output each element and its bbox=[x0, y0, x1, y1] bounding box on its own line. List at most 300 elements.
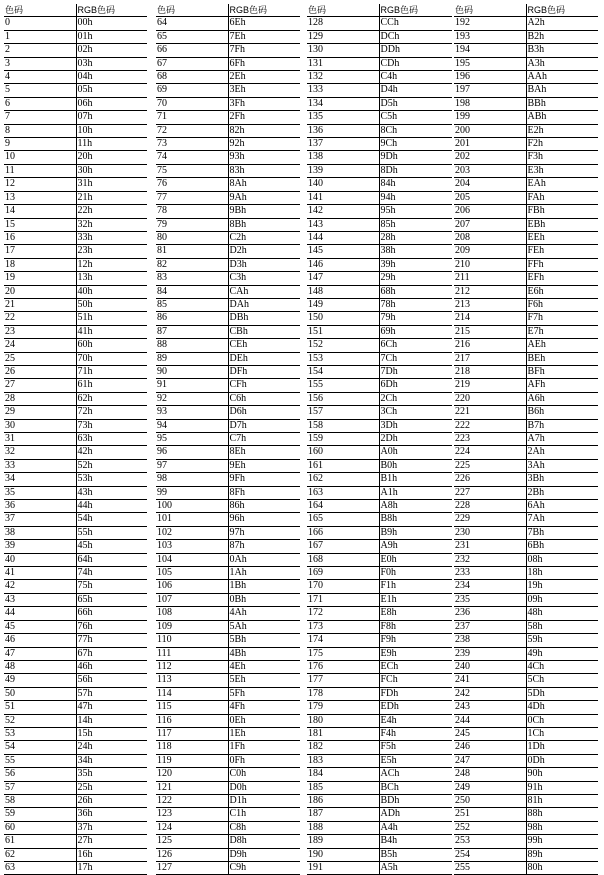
index-header: 色码 bbox=[4, 4, 76, 17]
color-index-cell: 209 bbox=[454, 245, 526, 258]
rgb-code-cell: 1Ah bbox=[228, 567, 300, 580]
color-index-cell: 29 bbox=[4, 406, 76, 419]
rgb-code-cell: 2Ch bbox=[379, 392, 452, 405]
rgb-code-cell: ACh bbox=[379, 768, 452, 781]
rgb-code-cell: 12h bbox=[76, 258, 147, 271]
rgb-code-cell: 02h bbox=[76, 44, 147, 57]
color-index-cell: 122 bbox=[156, 794, 228, 807]
table-row bbox=[4, 808, 147, 821]
table-row bbox=[454, 178, 598, 191]
table-row bbox=[156, 526, 300, 539]
color-index-cell: 157 bbox=[307, 406, 379, 419]
rgb-code-cell: 61h bbox=[76, 379, 147, 392]
rgb-code-cell: 50h bbox=[76, 298, 147, 311]
rgb-code-cell: B9h bbox=[379, 526, 452, 539]
rgb-code-cell: A9h bbox=[379, 540, 452, 553]
color-index-cell: 130 bbox=[307, 44, 379, 57]
color-index-cell: 251 bbox=[454, 808, 526, 821]
rgb-code-cell: 66h bbox=[76, 607, 147, 620]
rgb-code-cell: 44h bbox=[76, 500, 147, 513]
color-index-cell: 71 bbox=[156, 111, 228, 124]
rgb-code-cell: 47h bbox=[76, 701, 147, 714]
rgb-code-cell: 64h bbox=[76, 553, 147, 566]
color-index-cell: 103 bbox=[156, 540, 228, 553]
color-index-cell: 13 bbox=[4, 191, 76, 204]
rgb-code-cell: 68h bbox=[379, 285, 452, 298]
color-index-cell: 86 bbox=[156, 312, 228, 325]
table-row bbox=[454, 593, 598, 606]
color-index-cell: 9 bbox=[4, 138, 76, 151]
color-index-cell: 17 bbox=[4, 245, 76, 258]
rgb-code-cell: E4h bbox=[379, 714, 452, 727]
color-index-cell: 104 bbox=[156, 553, 228, 566]
rgb-code-cell: 04h bbox=[76, 71, 147, 84]
color-index-cell: 46 bbox=[4, 634, 76, 647]
color-index-cell: 170 bbox=[307, 580, 379, 593]
table-row bbox=[454, 701, 598, 714]
table-row bbox=[454, 848, 598, 861]
rgb-code-cell: 54h bbox=[76, 513, 147, 526]
color-index-cell: 92 bbox=[156, 392, 228, 405]
color-index-cell: 57 bbox=[4, 781, 76, 794]
table-row bbox=[307, 808, 452, 821]
color-index-cell: 117 bbox=[156, 727, 228, 740]
color-index-cell: 12 bbox=[4, 178, 76, 191]
table-row bbox=[454, 835, 598, 848]
color-index-cell: 45 bbox=[4, 620, 76, 633]
rgb-code-cell: 16h bbox=[76, 848, 147, 861]
table-row bbox=[156, 245, 300, 258]
table-row bbox=[4, 339, 147, 352]
color-index-cell: 188 bbox=[307, 821, 379, 834]
rgb-code-cell: 8Ah bbox=[228, 178, 300, 191]
color-index-cell: 252 bbox=[454, 821, 526, 834]
rgb-code-cell: 5Eh bbox=[228, 674, 300, 687]
table-row bbox=[307, 312, 452, 325]
table-row bbox=[307, 660, 452, 673]
color-index-cell: 91 bbox=[156, 379, 228, 392]
rgb-code-cell: 77h bbox=[76, 634, 147, 647]
color-index-cell: 27 bbox=[4, 379, 76, 392]
color-index-cell: 89 bbox=[156, 352, 228, 365]
color-index-cell: 177 bbox=[307, 674, 379, 687]
table-row bbox=[307, 124, 452, 137]
rgb-code-cell: 22h bbox=[76, 205, 147, 218]
rgb-code-cell: 08h bbox=[526, 553, 598, 566]
table-row bbox=[454, 298, 598, 311]
table-row bbox=[156, 446, 300, 459]
color-index-cell: 52 bbox=[4, 714, 76, 727]
color-index-cell: 195 bbox=[454, 57, 526, 70]
table-row bbox=[4, 634, 147, 647]
rgb-code-cell: 92h bbox=[228, 138, 300, 151]
rgb-code-cell: ABh bbox=[526, 111, 598, 124]
color-index-cell: 105 bbox=[156, 567, 228, 580]
color-index-cell: 99 bbox=[156, 486, 228, 499]
color-index-cell: 69 bbox=[156, 84, 228, 97]
color-index-cell: 107 bbox=[156, 593, 228, 606]
rgb-code-cell: 20h bbox=[76, 151, 147, 164]
color-index-cell: 153 bbox=[307, 352, 379, 365]
rgb-code-cell: 7Eh bbox=[228, 30, 300, 43]
color-index-cell: 72 bbox=[156, 124, 228, 137]
rgb-code-cell: C0h bbox=[228, 768, 300, 781]
rgb-code-cell: 1Ch bbox=[526, 727, 598, 740]
rgb-code-cell: ADh bbox=[379, 808, 452, 821]
color-index-cell: 124 bbox=[156, 821, 228, 834]
color-index-cell: 255 bbox=[454, 862, 526, 875]
color-index-cell: 204 bbox=[454, 178, 526, 191]
color-index-cell: 39 bbox=[4, 540, 76, 553]
table-row bbox=[156, 231, 300, 244]
rgb-code-cell: 7Ch bbox=[379, 352, 452, 365]
table-row bbox=[156, 164, 300, 177]
color-index-cell: 41 bbox=[4, 567, 76, 580]
color-index-cell: 101 bbox=[156, 513, 228, 526]
color-index-cell: 253 bbox=[454, 835, 526, 848]
color-index-cell: 214 bbox=[454, 312, 526, 325]
rgb-code-cell: AFh bbox=[526, 379, 598, 392]
rgb-code-cell: 07h bbox=[76, 111, 147, 124]
table-row bbox=[307, 419, 452, 432]
rgb-code-cell: D5h bbox=[379, 97, 452, 110]
table-row bbox=[454, 781, 598, 794]
table-row bbox=[307, 71, 452, 84]
table-row bbox=[156, 660, 300, 673]
table-row bbox=[307, 580, 452, 593]
color-index-cell: 163 bbox=[307, 486, 379, 499]
table-row bbox=[4, 97, 147, 110]
table-row bbox=[156, 138, 300, 151]
color-index-cell: 141 bbox=[307, 191, 379, 204]
rgb-code-cell: 0Ch bbox=[526, 714, 598, 727]
table-row bbox=[156, 754, 300, 767]
table-row bbox=[156, 580, 300, 593]
rgb-code-cell: 9Ch bbox=[379, 138, 452, 151]
color-index-cell: 18 bbox=[4, 258, 76, 271]
table-row bbox=[156, 379, 300, 392]
color-index-cell: 34 bbox=[4, 473, 76, 486]
rgb-code-cell: 3Ch bbox=[379, 406, 452, 419]
table-row bbox=[4, 567, 147, 580]
table-row bbox=[454, 862, 598, 875]
table-row bbox=[4, 164, 147, 177]
rgb-code-cell: 2Ah bbox=[526, 446, 598, 459]
table-row bbox=[454, 727, 598, 740]
color-index-cell: 56 bbox=[4, 768, 76, 781]
rgb-code-cell: 39h bbox=[379, 258, 452, 271]
rgb-code-cell: 32h bbox=[76, 218, 147, 231]
table-row bbox=[307, 701, 452, 714]
color-index-cell: 164 bbox=[307, 500, 379, 513]
color-index-cell: 22 bbox=[4, 312, 76, 325]
table-row bbox=[4, 768, 147, 781]
rgb-code-cell: 62h bbox=[76, 392, 147, 405]
rgb-code-cell: 26h bbox=[76, 794, 147, 807]
rgb-code-cell: EDh bbox=[379, 701, 452, 714]
color-index-cell: 37 bbox=[4, 513, 76, 526]
table-row bbox=[454, 191, 598, 204]
color-index-cell: 23 bbox=[4, 325, 76, 338]
table-row bbox=[156, 794, 300, 807]
color-index-cell: 118 bbox=[156, 741, 228, 754]
table-row bbox=[156, 339, 300, 352]
table-row bbox=[156, 30, 300, 43]
table-row bbox=[454, 526, 598, 539]
color-index-cell: 4 bbox=[4, 71, 76, 84]
color-index-cell: 242 bbox=[454, 687, 526, 700]
table-row bbox=[307, 325, 452, 338]
color-index-cell: 20 bbox=[4, 285, 76, 298]
rgb-code-cell: C5h bbox=[379, 111, 452, 124]
rgb-code-cell: 3Eh bbox=[228, 84, 300, 97]
rgb-code-cell: DBh bbox=[228, 312, 300, 325]
color-index-cell: 79 bbox=[156, 218, 228, 231]
table-row bbox=[156, 272, 300, 285]
table-row bbox=[307, 674, 452, 687]
rgb-code-cell: 6Ch bbox=[379, 339, 452, 352]
table-row bbox=[4, 794, 147, 807]
rgb-header: RGB色码 bbox=[379, 4, 452, 17]
color-index-cell: 241 bbox=[454, 674, 526, 687]
rgb-code-cell: 89h bbox=[526, 848, 598, 861]
color-index-cell: 187 bbox=[307, 808, 379, 821]
color-index-cell: 62 bbox=[4, 848, 76, 861]
color-index-cell: 47 bbox=[4, 647, 76, 660]
color-index-cell: 143 bbox=[307, 218, 379, 231]
table-row bbox=[4, 111, 147, 124]
color-index-cell: 43 bbox=[4, 593, 76, 606]
table-row bbox=[156, 352, 300, 365]
table-row bbox=[307, 151, 452, 164]
table-row bbox=[4, 325, 147, 338]
table-row bbox=[454, 231, 598, 244]
rgb-code-cell: CDh bbox=[379, 57, 452, 70]
table-row bbox=[4, 500, 147, 513]
table-row bbox=[4, 727, 147, 740]
rgb-code-cell: 84h bbox=[379, 178, 452, 191]
rgb-code-cell: 86h bbox=[228, 500, 300, 513]
color-index-cell: 2 bbox=[4, 44, 76, 57]
color-index-cell: 120 bbox=[156, 768, 228, 781]
table-row bbox=[156, 57, 300, 70]
rgb-code-cell: 2Bh bbox=[526, 486, 598, 499]
color-table-column-3 bbox=[307, 4, 452, 875]
table-row bbox=[156, 44, 300, 57]
table-row bbox=[156, 111, 300, 124]
color-index-cell: 180 bbox=[307, 714, 379, 727]
color-index-cell: 82 bbox=[156, 258, 228, 271]
rgb-code-cell: 4Ch bbox=[526, 660, 598, 673]
rgb-code-cell: 83h bbox=[228, 164, 300, 177]
table-row bbox=[307, 607, 452, 620]
color-index-cell: 207 bbox=[454, 218, 526, 231]
rgb-code-cell: 0Dh bbox=[526, 754, 598, 767]
color-index-cell: 235 bbox=[454, 593, 526, 606]
table-row bbox=[156, 433, 300, 446]
color-index-cell: 160 bbox=[307, 446, 379, 459]
color-index-cell: 194 bbox=[454, 44, 526, 57]
table-header-row bbox=[454, 4, 598, 17]
table-row bbox=[454, 794, 598, 807]
rgb-code-cell: 1Eh bbox=[228, 727, 300, 740]
color-index-cell: 125 bbox=[156, 835, 228, 848]
rgb-code-cell: BDh bbox=[379, 794, 452, 807]
table-row bbox=[156, 768, 300, 781]
color-index-cell: 222 bbox=[454, 419, 526, 432]
rgb-code-cell: C4h bbox=[379, 71, 452, 84]
table-row bbox=[4, 298, 147, 311]
rgb-code-cell: DAh bbox=[228, 298, 300, 311]
color-index-cell: 84 bbox=[156, 285, 228, 298]
table-row bbox=[4, 352, 147, 365]
table-row bbox=[156, 553, 300, 566]
color-index-cell: 179 bbox=[307, 701, 379, 714]
rgb-code-cell: 96h bbox=[228, 513, 300, 526]
color-index-cell: 126 bbox=[156, 848, 228, 861]
color-index-cell: 206 bbox=[454, 205, 526, 218]
rgb-code-cell: 7Fh bbox=[228, 44, 300, 57]
rgb-code-cell: C6h bbox=[228, 392, 300, 405]
rgb-code-cell: F6h bbox=[526, 298, 598, 311]
rgb-code-cell: 42h bbox=[76, 446, 147, 459]
rgb-code-cell: D6h bbox=[228, 406, 300, 419]
color-index-cell: 60 bbox=[4, 821, 76, 834]
color-index-cell: 198 bbox=[454, 97, 526, 110]
color-index-cell: 77 bbox=[156, 191, 228, 204]
rgb-code-cell: 5Dh bbox=[526, 687, 598, 700]
color-index-cell: 233 bbox=[454, 567, 526, 580]
color-index-cell: 249 bbox=[454, 781, 526, 794]
color-index-cell: 98 bbox=[156, 473, 228, 486]
color-index-cell: 55 bbox=[4, 754, 76, 767]
color-index-cell: 67 bbox=[156, 57, 228, 70]
color-index-cell: 168 bbox=[307, 553, 379, 566]
rgb-code-cell: A7h bbox=[526, 433, 598, 446]
rgb-code-cell: 4Ah bbox=[228, 607, 300, 620]
color-index-cell: 129 bbox=[307, 30, 379, 43]
rgb-code-cell: D2h bbox=[228, 245, 300, 258]
color-index-cell: 227 bbox=[454, 486, 526, 499]
table-row bbox=[307, 111, 452, 124]
table-row bbox=[307, 231, 452, 244]
rgb-code-cell: 5Bh bbox=[228, 634, 300, 647]
table-row bbox=[4, 701, 147, 714]
color-index-cell: 66 bbox=[156, 44, 228, 57]
rgb-code-cell: 4Fh bbox=[228, 701, 300, 714]
rgb-code-cell: 53h bbox=[76, 473, 147, 486]
rgb-code-cell: F7h bbox=[526, 312, 598, 325]
table-row bbox=[454, 30, 598, 43]
color-index-cell: 173 bbox=[307, 620, 379, 633]
rgb-code-cell: 57h bbox=[76, 687, 147, 700]
color-table-column-1 bbox=[4, 4, 147, 875]
rgb-code-cell: 1Bh bbox=[228, 580, 300, 593]
table-row bbox=[454, 339, 598, 352]
color-index-cell: 203 bbox=[454, 164, 526, 177]
table-row bbox=[454, 553, 598, 566]
rgb-code-cell: BCh bbox=[379, 781, 452, 794]
color-index-cell: 136 bbox=[307, 124, 379, 137]
table-row bbox=[307, 44, 452, 57]
table-row bbox=[156, 687, 300, 700]
table-row bbox=[454, 674, 598, 687]
table-row bbox=[454, 379, 598, 392]
table-row bbox=[156, 513, 300, 526]
rgb-code-cell: BAh bbox=[526, 84, 598, 97]
rgb-code-cell: C1h bbox=[228, 808, 300, 821]
table-row bbox=[454, 392, 598, 405]
rgb-code-cell: 9Dh bbox=[379, 151, 452, 164]
color-index-cell: 175 bbox=[307, 647, 379, 660]
rgb-header: RGB色码 bbox=[526, 4, 598, 17]
table-row bbox=[4, 312, 147, 325]
color-index-cell: 51 bbox=[4, 701, 76, 714]
table-row bbox=[307, 446, 452, 459]
table-row bbox=[156, 365, 300, 378]
table-row bbox=[4, 741, 147, 754]
rgb-code-cell: 93h bbox=[228, 151, 300, 164]
rgb-code-cell: 88h bbox=[526, 808, 598, 821]
table-header-row bbox=[307, 4, 452, 17]
rgb-code-cell: 17h bbox=[76, 862, 147, 875]
color-index-cell: 32 bbox=[4, 446, 76, 459]
table-row bbox=[454, 151, 598, 164]
rgb-code-cell: 8Eh bbox=[228, 446, 300, 459]
color-index-cell: 228 bbox=[454, 500, 526, 513]
table-row bbox=[4, 526, 147, 539]
color-index-cell: 108 bbox=[156, 607, 228, 620]
color-index-cell: 172 bbox=[307, 607, 379, 620]
table-row bbox=[4, 365, 147, 378]
color-index-cell: 238 bbox=[454, 634, 526, 647]
table-row bbox=[307, 285, 452, 298]
color-index-cell: 88 bbox=[156, 339, 228, 352]
table-row bbox=[156, 647, 300, 660]
table-row bbox=[156, 540, 300, 553]
table-row bbox=[4, 231, 147, 244]
rgb-code-cell: CCh bbox=[379, 17, 452, 30]
table-row bbox=[156, 191, 300, 204]
color-index-cell: 244 bbox=[454, 714, 526, 727]
color-index-cell: 102 bbox=[156, 526, 228, 539]
rgb-code-cell: 48h bbox=[526, 607, 598, 620]
color-index-cell: 25 bbox=[4, 352, 76, 365]
rgb-code-cell: 3Ah bbox=[526, 459, 598, 472]
rgb-code-cell: D0h bbox=[228, 781, 300, 794]
rgb-code-cell: 2Fh bbox=[228, 111, 300, 124]
table-row bbox=[307, 835, 452, 848]
rgb-code-cell: 46h bbox=[76, 660, 147, 673]
rgb-code-cell: 13h bbox=[76, 272, 147, 285]
table-row bbox=[454, 634, 598, 647]
table-row bbox=[4, 459, 147, 472]
table-row bbox=[307, 30, 452, 43]
rgb-code-cell: 41h bbox=[76, 325, 147, 338]
color-index-cell: 97 bbox=[156, 459, 228, 472]
rgb-code-cell: D8h bbox=[228, 835, 300, 848]
rgb-code-cell: 28h bbox=[379, 231, 452, 244]
rgb-code-cell: 15h bbox=[76, 727, 147, 740]
color-index-cell: 236 bbox=[454, 607, 526, 620]
table-row bbox=[4, 258, 147, 271]
rgb-code-cell: 52h bbox=[76, 459, 147, 472]
color-index-cell: 138 bbox=[307, 151, 379, 164]
rgb-code-cell: 6Eh bbox=[228, 17, 300, 30]
table-row bbox=[307, 473, 452, 486]
table-row bbox=[4, 17, 147, 30]
color-index-cell: 110 bbox=[156, 634, 228, 647]
